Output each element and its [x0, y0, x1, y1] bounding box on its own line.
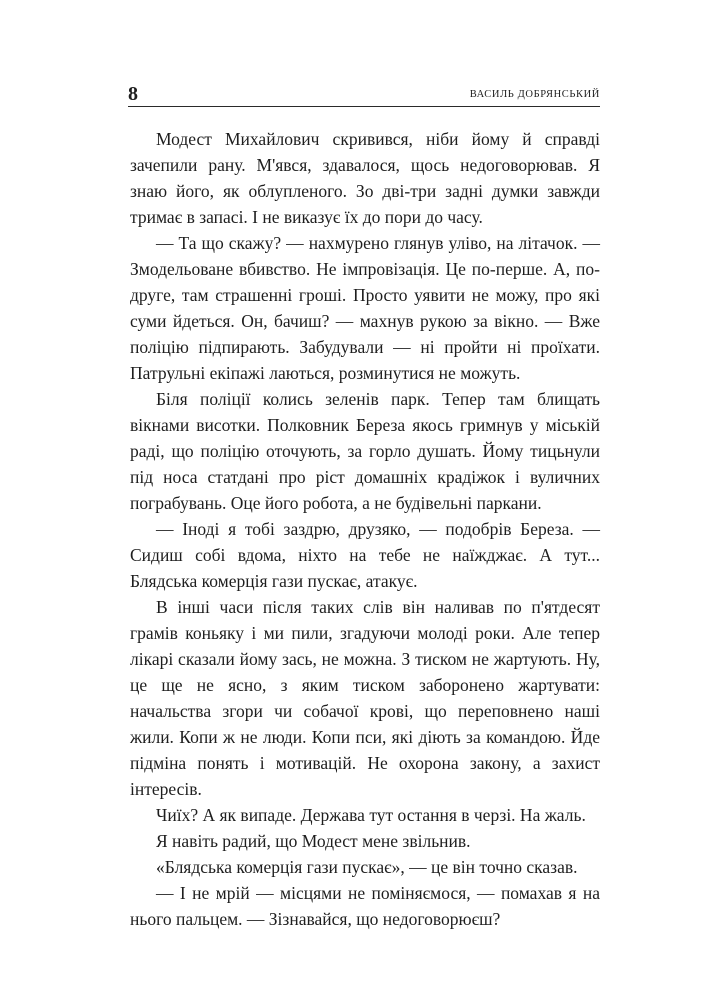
- paragraph: — Іноді я тобі заздрю, друзяко, — подобрів Береза. — Сидиш собі вдома, ніхто на тебе не наїжджає. А тут... Блядська комерція гази пускає, атакує.: [130, 519, 600, 591]
- paragraph: Модест Михайлович скривився, ніби йому й справді зачепили рану. М'явся, здавалося, щось недоговорював. Я знаю його, як облупленого. Зо дві-три задні думки завжди тримає в запасі. І не виказує їх до пори до часу.: [130, 129, 600, 227]
- paragraph: — Та що скажу? — нахмурено глянув уліво, на літачок. — Змодельоване вбивство. Не імпровізація. Це по-перше. А, по-друге, там страшенні гроші. Просто уявити не можу, про які суми йдеться. Он, бачиш? — махнув рукою за вікно. — Вже поліцію підпирають. Забудували — ні пройти ні проїхати. Патрульні екіпажі лаються, розминутися не можуть.: [130, 233, 600, 383]
- paragraph: Чиїх? А як випаде. Держава тут остання в черзі. На жаль.: [156, 805, 586, 825]
- paragraph: — І не мрій — місцями не поміняємося, — помахав я на нього пальцем. — Зізнавайся, що недоговорюєш?: [130, 883, 600, 929]
- header-rule: [128, 106, 600, 107]
- paragraph: Я навіть радий, що Модест мене звільнив.: [156, 831, 471, 851]
- page-number: 8: [128, 83, 138, 105]
- paragraph: Біля поліції колись зеленів парк. Тепер там блищать вікнами висотки. Полковник Береза якось гримнув у міській раді, що поліцію оточують, за горло душать. Йому тицьнули під носа статдані про ріст домашніх крадіжок і вуличних пограбувань. Оце його робота, а не будівельні паркани.: [130, 389, 600, 513]
- running-head-author: ВАСИЛЬ ДОБРЯНСЬКИЙ: [469, 89, 600, 100]
- paragraph: В інші часи після таких слів він наливав по п'ятдесят грамів коньяку і ми пили, згадуючи молоді роки. Але тепер лікарі сказали йому зась, не можна. З тиском не жартують. Ну, це ще не ясно, з яким тиском заборонено жартувати: начальства згори чи собачої крові, що переповнено наші жили. Копи ж не люди. Копи пси, які діють за командою. Йде підміна понять і мотивацій. Не охорона закону, а захист інтересів.: [130, 597, 600, 799]
- paragraph: «Блядська комерція гази пускає», — це він точно сказав.: [156, 857, 578, 877]
- body-text: [130, 126, 600, 932]
- page-header: [128, 82, 600, 106]
